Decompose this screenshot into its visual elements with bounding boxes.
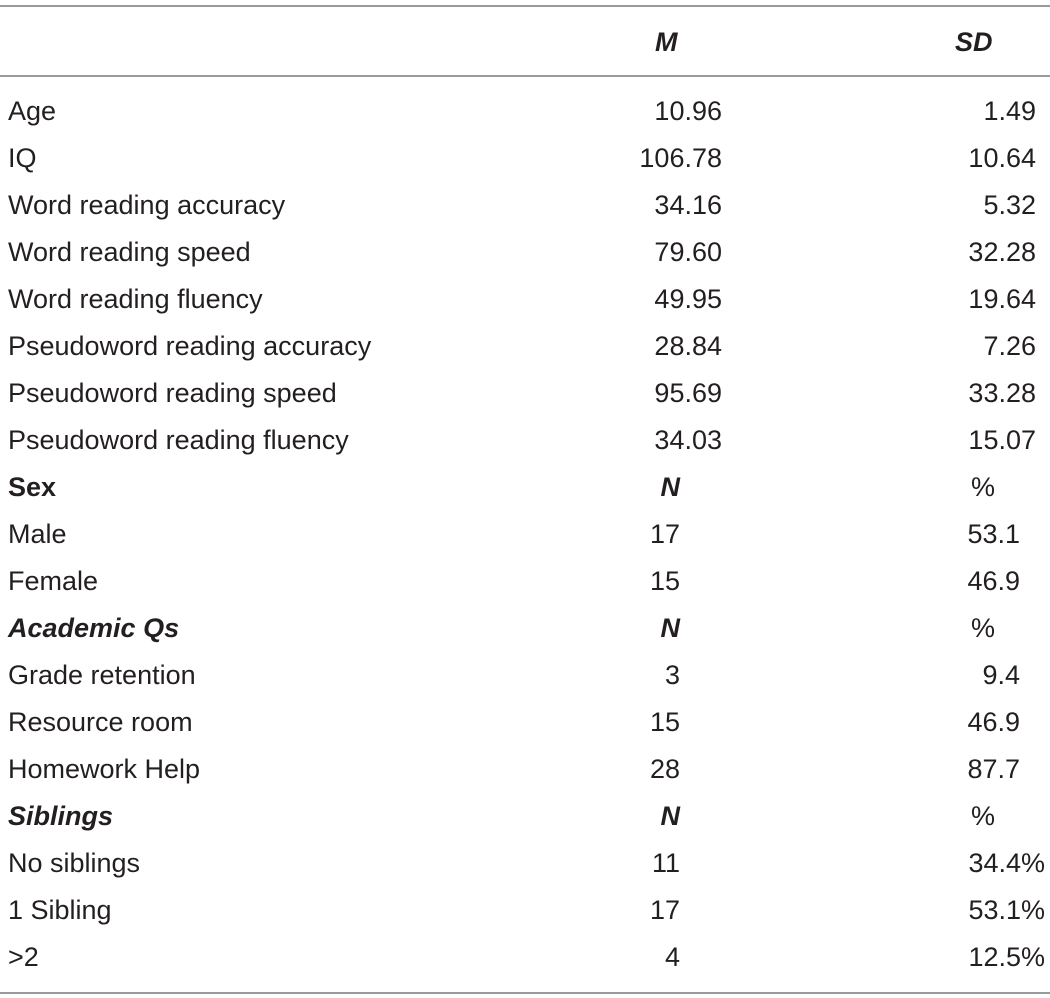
row-value-m: 15 xyxy=(649,707,680,737)
row-value-m: 15 xyxy=(649,566,680,596)
row-value-sd: 34.4% xyxy=(968,848,1045,878)
row-value-m: 28.84 xyxy=(654,331,722,361)
row-label: Resource room xyxy=(8,707,193,737)
section-label: Sex xyxy=(8,472,57,502)
row-value-sd: 1.49 xyxy=(983,96,1036,126)
table-row xyxy=(0,652,1050,699)
row-value-m: 106.78 xyxy=(639,143,722,173)
row-label: 1 Sibling xyxy=(8,895,112,925)
section-row xyxy=(0,605,1050,652)
table-row xyxy=(0,840,1050,887)
table-row xyxy=(0,323,1050,370)
section-col-percent: % xyxy=(970,801,995,831)
row-value-sd: 32.28 xyxy=(968,237,1036,267)
row-value-m: 34.16 xyxy=(654,190,722,220)
section-label: Siblings xyxy=(8,801,114,831)
row-value-m: 3 xyxy=(664,660,680,690)
row-label: >2 xyxy=(8,942,39,972)
section-col-n: N xyxy=(660,613,680,643)
row-value-m: 95.69 xyxy=(654,378,722,408)
section-col-n: N xyxy=(660,801,680,831)
row-value-sd: 33.28 xyxy=(968,378,1036,408)
table-row xyxy=(0,887,1050,934)
row-value-m: 49.95 xyxy=(654,284,722,314)
table-row xyxy=(0,135,1050,182)
row-label: Word reading fluency xyxy=(8,284,263,314)
header-rule xyxy=(0,75,1050,77)
section-row xyxy=(0,793,1050,840)
section-col-percent: % xyxy=(970,472,995,502)
row-value-sd: 5.32 xyxy=(983,190,1036,220)
row-value-m: 10.96 xyxy=(654,96,722,126)
table-row xyxy=(0,276,1050,323)
row-label: Word reading speed xyxy=(8,237,251,267)
row-value-m: 28 xyxy=(649,754,680,784)
row-label: Pseudoword reading fluency xyxy=(8,425,349,455)
header-m: M xyxy=(655,27,678,57)
table-row xyxy=(0,370,1050,417)
row-value-m: 11 xyxy=(651,848,680,878)
row-value-m: 17 xyxy=(649,895,680,925)
section-label: Academic Qs xyxy=(8,613,180,643)
row-value-sd: 53.1 xyxy=(967,519,1020,549)
row-label: Pseudoword reading speed xyxy=(8,378,337,408)
row-value-sd: 15.07 xyxy=(968,425,1036,455)
table-row xyxy=(0,934,1050,981)
row-label: Pseudoword reading accuracy xyxy=(8,331,372,361)
row-value-sd: 53.1% xyxy=(968,895,1045,925)
row-value-sd: 46.9 xyxy=(967,707,1020,737)
row-value-m: 4 xyxy=(664,942,680,972)
table-row xyxy=(0,699,1050,746)
row-value-m: 79.60 xyxy=(654,237,722,267)
row-label: No siblings xyxy=(8,848,141,878)
table-row xyxy=(0,229,1050,276)
row-value-sd: 10.64 xyxy=(968,143,1036,173)
row-label: IQ xyxy=(8,143,37,173)
row-label: Homework Help xyxy=(8,754,201,784)
row-value-sd: 46.9 xyxy=(967,566,1020,596)
row-label: Word reading accuracy xyxy=(8,190,286,220)
row-value-m: 17 xyxy=(649,519,680,549)
table-row xyxy=(0,417,1050,464)
row-value-m: 34.03 xyxy=(654,425,722,455)
row-value-sd: 19.64 xyxy=(968,284,1036,314)
row-label: Male xyxy=(8,519,67,549)
section-col-percent: % xyxy=(970,613,995,643)
row-label: Female xyxy=(8,566,99,596)
table-row xyxy=(0,746,1050,793)
top-rule xyxy=(0,5,1050,7)
row-label: Grade retention xyxy=(8,660,196,690)
section-row xyxy=(0,464,1050,511)
table-row xyxy=(0,511,1050,558)
row-label: Age xyxy=(8,96,57,126)
row-value-sd: 87.7 xyxy=(967,754,1020,784)
row-value-sd: 7.26 xyxy=(983,331,1036,361)
table-row xyxy=(0,182,1050,229)
table-row xyxy=(0,88,1050,135)
table-row xyxy=(0,558,1050,605)
header-sd: SD xyxy=(955,27,993,57)
row-value-sd: 12.5% xyxy=(968,942,1045,972)
row-value-sd: 9.4 xyxy=(982,660,1020,690)
section-col-n: N xyxy=(660,472,680,502)
bottom-rule xyxy=(0,992,1050,994)
